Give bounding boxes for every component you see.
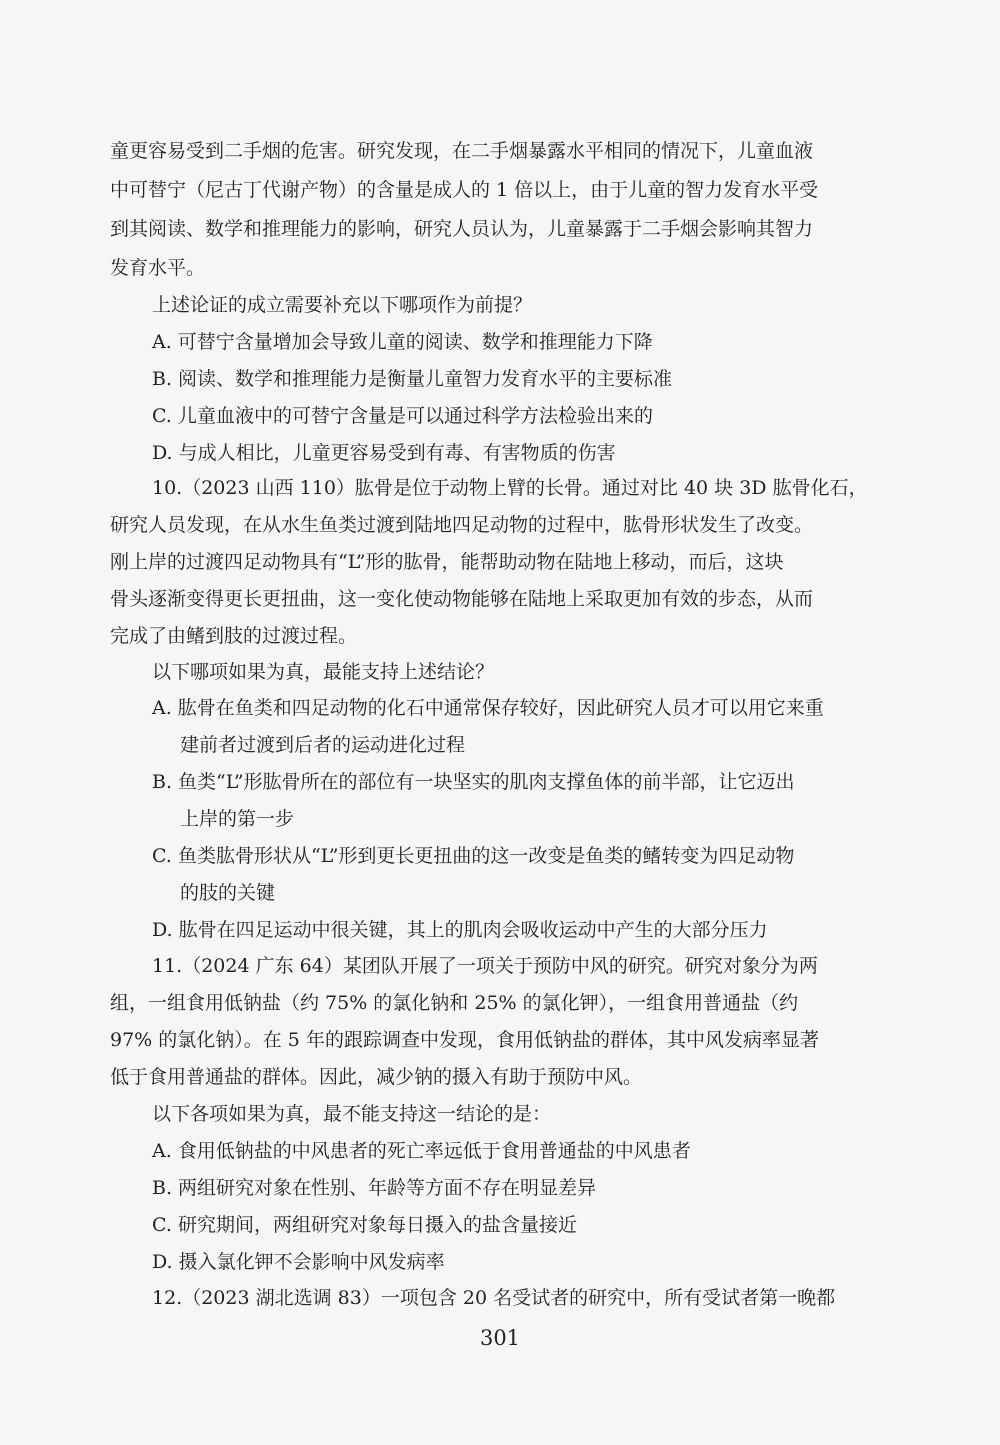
q11-stem-line: 组，一组食用低钠盐（约 75% 的氯化钠和 25% 的氯化钾），一组食用普通盐（约: [110, 992, 799, 1014]
q10-option-c-cont: 的肢的关键: [180, 882, 276, 904]
q10-stem-line: 刚上岸的过渡四足动物具有“L”形的肱骨，能帮助动物在陆地上移动，而后，这块: [110, 551, 784, 573]
q11-stem-line: 11.（2024 广东 64）某团队开展了一项关于预防中风的研究。研究对象分为两: [152, 955, 818, 977]
q11-stem-line: 97% 的氯化钠）。在 5 年的跟踪调查中发现，食用低钠盐的群体，其中风发病率显著: [110, 1029, 819, 1051]
q10-stem-line: 骨头逐渐变得更长更扭曲，这一变化使动物能够在陆地上采取更加有效的步态，从而: [110, 588, 814, 610]
intro-line: 童更容易受到二手烟的危害。研究发现，在二手烟暴露水平相同的情况下，儿童血液: [110, 140, 814, 162]
q10-option-a: A. 肱骨在鱼类和四足动物的化石中通常保存较好，因此研究人员才可以用它来重: [152, 697, 824, 719]
q11-option-a: A. 食用低钠盐的中风患者的死亡率远低于食用普通盐的中风患者: [152, 1140, 691, 1162]
q9-prompt: 上述论证的成立需要补充以下哪项作为前提？: [152, 294, 533, 316]
q11-option-d: D. 摄入氯化钾不会影响中风发病率: [152, 1251, 445, 1273]
q11-prompt: 以下各项如果为真，最不能支持这一结论的是：: [152, 1103, 552, 1125]
q11-option-b: B. 两组研究对象在性别、年龄等方面不存在明显差异: [152, 1177, 597, 1199]
q10-option-b: B. 鱼类“L”形肱骨所在的部位有一块坚实的肌肉支撑鱼体的前半部，让它迈出: [152, 771, 795, 793]
q12-stem-line: 12.（2023 湖北选调 83）一项包含 20 名受试者的研究中，所有受试者第一晚都: [152, 1287, 836, 1309]
q10-option-a-cont: 建前者过渡到后者的运动进化过程: [180, 734, 466, 756]
q9-option-d: D. 与成人相比，儿童更容易受到有毒、有害物质的伤害: [152, 442, 616, 464]
q10-stem-line: 研究人员发现，在从水生鱼类过渡到陆地四足动物的过程中，肱骨形状发生了改变。: [110, 514, 814, 536]
q9-option-c: C. 儿童血液中的可替宁含量是可以通过科学方法检验出来的: [152, 405, 653, 427]
page-number: 301: [479, 1326, 521, 1350]
intro-line: 到其阅读、数学和推理能力的影响，研究人员认为，儿童暴露于二手烟会影响其智力: [110, 218, 814, 240]
q11-option-c: C. 研究期间，两组研究对象每日摄入的盐含量接近: [152, 1214, 577, 1236]
q11-stem-line: 低于食用普通盐的群体。因此，减少钠的摄入有助于预防中风。: [110, 1066, 643, 1088]
q10-option-d: D. 肱骨在四足运动中很关键，其上的肌肉会吸收运动中产生的大部分压力: [152, 919, 768, 941]
q9-option-a: A. 可替宁含量增加会导致儿童的阅读、数学和推理能力下降: [152, 331, 653, 353]
intro-line: 发育水平。: [110, 257, 206, 279]
q9-option-b: B. 阅读、数学和推理能力是衡量儿童智力发育水平的主要标准: [152, 368, 673, 390]
q10-stem-line: 10.（2023 山西 110）肱骨是位于动物上臂的长骨。通过对比 40 块 3D 肱骨化石，: [152, 477, 868, 499]
q10-option-b-cont: 上岸的第一步: [180, 808, 295, 830]
q10-option-c: C. 鱼类肱骨形状从“L”形到更长更扭曲的这一改变是鱼类的鳍转变为四足动物: [152, 845, 795, 867]
q10-prompt: 以下哪项如果为真，最能支持上述结论？: [152, 661, 495, 683]
intro-line: 中可替宁（尼古丁代谢产物）的含量是成人的 1 倍以上，由于儿童的智力发育水平受: [110, 179, 819, 201]
q10-stem-line: 完成了由鳍到肢的过渡过程。: [110, 625, 358, 647]
